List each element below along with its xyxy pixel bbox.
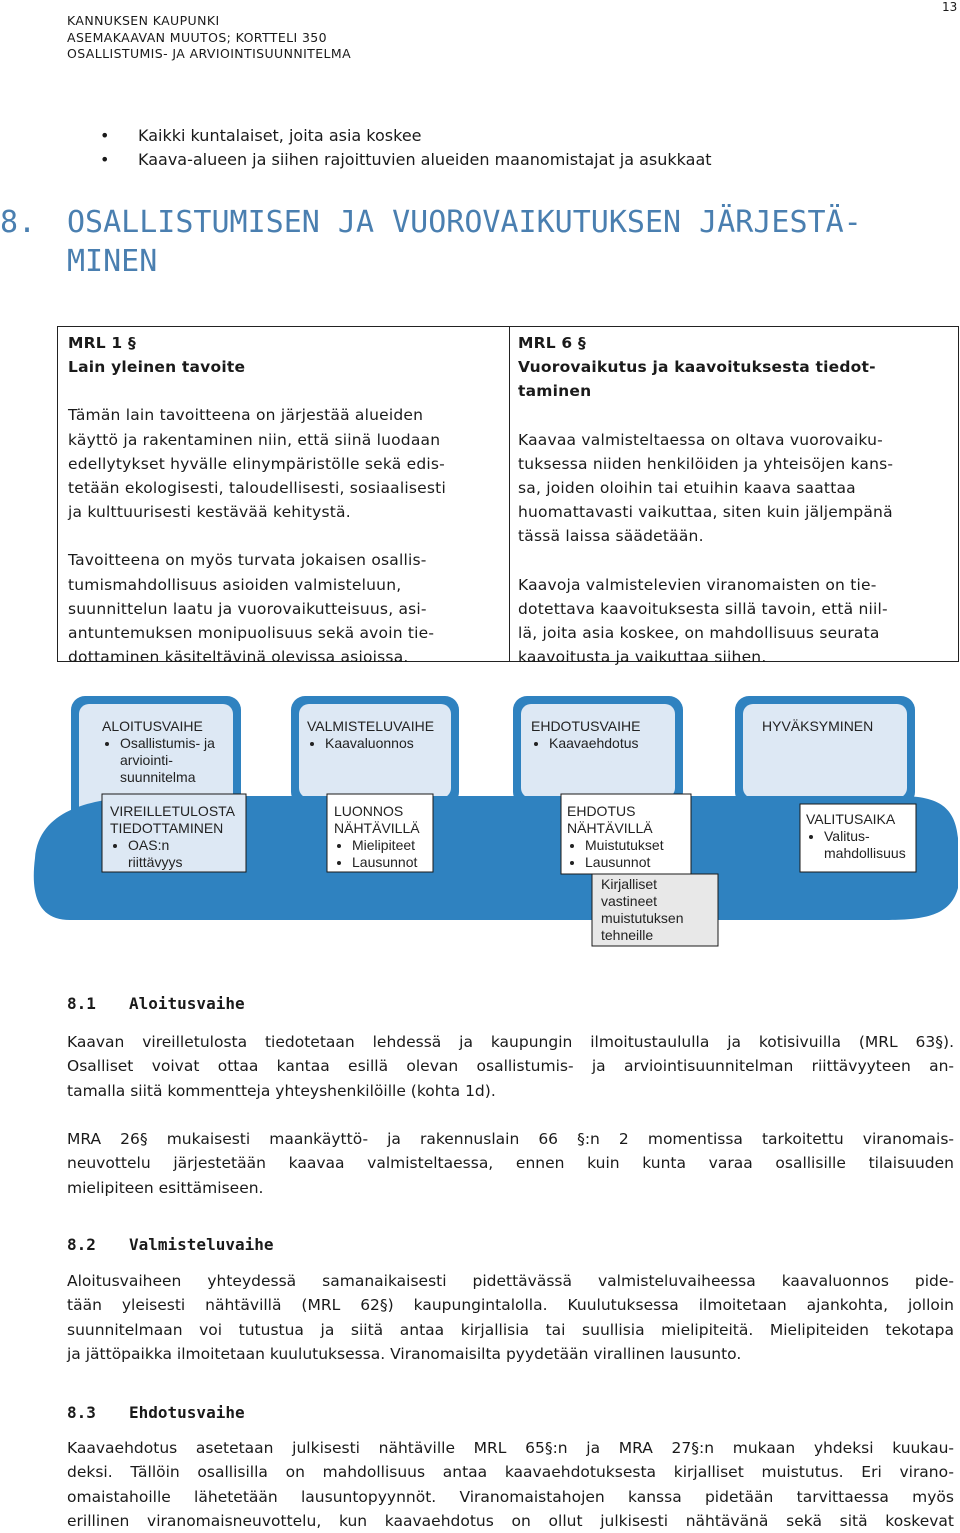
phase-title: EHDOTUSVAIHE <box>531 718 641 734</box>
section-8-3-para <box>67 1436 954 1533</box>
section-title-line2: MINEN <box>67 244 158 279</box>
sub-luonnos <box>334 803 420 871</box>
phase-valmistelu <box>307 718 434 752</box>
phase-item: • Kaavaehdotus <box>549 735 640 752</box>
sub-title: NÄHTÄVILLÄ <box>334 820 420 836</box>
section-title-line1: OSALLISTUMISEN JA VUOROVAIKUTUKSEN JÄRJESTÄ- <box>67 205 862 240</box>
section-8-2-para <box>67 1269 954 1366</box>
column-divider <box>509 327 510 661</box>
text-line: dotettava kaavoituksesta sillä tavoin, että niil- <box>518 599 888 618</box>
mrl6-subheading: Vuorovaikutus ja kaavoituksesta tiedot- <box>518 358 876 377</box>
sub-item: • Lausunnot <box>585 854 664 871</box>
text-line: suunnitelmaan voi tutustua ja siitä antaa kirjallisia tai suullisia mielipiteitä. Mielipiteiden tekotapa <box>67 1320 954 1339</box>
text-line: käyttö ja rakentaminen niin, että siinä luodaan <box>68 430 441 449</box>
text-line: antuntemuksen monipuolisuus sekä avoin tie- <box>68 624 435 643</box>
mrl6-subheading-cont: taminen <box>518 382 592 401</box>
page-number: 13 <box>942 0 958 14</box>
section-8-2-heading <box>67 1235 274 1254</box>
text-line: tään yleisesti nähtävillä (MRL 62§) kaupungintalolla. Kuulutuksessa ilmoitetaan ajankohta, jolloin <box>67 1296 954 1315</box>
sub-line: Kirjalliset <box>601 876 658 892</box>
section-8-1-para-1 <box>67 1030 954 1103</box>
phase-hyvaksyminen <box>762 718 873 735</box>
planning-process-diagram <box>0 688 960 954</box>
text-line: Kaavaa valmisteltaessa on oltava vuorovaiku- <box>518 430 883 449</box>
sub-ehdotus <box>567 803 664 871</box>
text-line: edellytykset hyvälle elinympäristölle sekä edis- <box>68 454 445 473</box>
phase-item: • Kaavaluonnos <box>325 735 434 752</box>
text-line: Tämän lain tavoitteena on järjestää alueiden <box>68 406 424 425</box>
section-title: Valmisteluvaihe <box>129 1235 274 1254</box>
phase-title: VALMISTELUVAIHE <box>307 718 435 734</box>
text-line: tetään ekologisesti, taloudellisesti, sosiaalisesti <box>68 479 446 498</box>
sub-title: NÄHTÄVILLÄ <box>567 820 653 836</box>
sub-valitusaika <box>806 811 904 862</box>
section-title: Ehdotusvaihe <box>129 1403 245 1422</box>
stakeholder-list <box>96 124 712 172</box>
text-line: ja jättöpaikka ilmoitetaan kuulutuksessa. Viranomaisilta pyydetään virallinen lausunto. <box>67 1344 742 1363</box>
section-8-1-heading <box>67 994 245 1013</box>
law-quote-box <box>57 326 959 667</box>
mrl1-column <box>68 331 446 669</box>
mrl1-heading: MRL 1 § <box>68 334 136 352</box>
sub-title: LUONNOS <box>334 803 404 819</box>
text-line: MRA 26§ mukaisesti maankäyttö- ja rakennuslain 66 §:n 2 momentissa tarkoitettu viranomais- <box>67 1130 954 1148</box>
text-line: omaistahoille lähetetään lausuntopyynnöt. Viranomaistahojen kanssa pidetään tarvittaessa myös <box>67 1487 954 1506</box>
header-city: KANNUKSEN KAUPUNKI <box>67 13 220 28</box>
list-item: • Kaava-alueen ja siihen rajoittuvien alueiden maanomistajat ja asukkaat <box>96 148 712 172</box>
sub-vastineet <box>601 876 683 944</box>
text-line: tumismahdollisuus asioiden valmisteluun, <box>68 575 402 594</box>
text-line: suunnittelun laatu ja vuorovaikutteisuus, asi- <box>68 599 427 618</box>
sub-item: • Muistutukset <box>585 837 664 854</box>
mrl1-subheading: Lain yleinen tavoite <box>68 358 246 377</box>
phase-item: • Osallistumis- ja arviointi-suunnitelma <box>120 735 240 786</box>
text-line: sa, joiden oloihin tai etuihin kaava saattaa <box>518 479 856 498</box>
text-line: tässä laissa säädetään. <box>518 527 704 546</box>
text-line: Kaavaehdotus asetetaan julkisesti nähtäville MRL 65§:n ja MRA 27§:n mukaan yhdeksi kuukau- <box>67 1439 954 1457</box>
text-line: tuksessa niiden henkilöiden ja yhteisöjen kans- <box>518 454 894 473</box>
text-line: lä, joita asia koskee, on mahdollisuus seurata <box>518 624 880 643</box>
section-number: 8.1 <box>67 994 96 1013</box>
section-title: Aloitusvaihe <box>129 994 245 1013</box>
sub-line: vastineet <box>601 893 658 909</box>
header-doc-title: OSALLISTUMIS- JA ARVIOINTISUUNNITELMA <box>67 46 352 61</box>
sub-line: tehneille <box>601 927 654 943</box>
text-line: neuvottelu järjestetään kaavaa valmisteltaessa, ennen kuin kunta varaa osallisille tilaisuuden <box>67 1154 954 1173</box>
text-line: huomattavasti vaikuttaa, siten kuin jäljempänä <box>518 503 893 522</box>
text-line: Kaavan vireilletulosta tiedotetaan lehdessä ja kaupungin ilmoitustaululla ja kotisivuilla (MRL 63§). <box>67 1033 954 1051</box>
text-line: tamalla siitä kommentteja yhteyshenkilöille (kohta 1d). <box>67 1081 496 1100</box>
sub-title: TIEDOTTAMINEN <box>110 820 224 836</box>
sub-line: muistutuksen <box>601 910 684 926</box>
list-item: • Kaikki kuntalaiset, joita asia koskee <box>96 124 712 148</box>
text-line: Kaavoja valmistelevien viranomaisten on tie- <box>518 575 877 594</box>
section-number: 8.2 <box>67 1235 96 1254</box>
phase-aloitus <box>102 718 240 786</box>
text-line: Osalliset voivat ottaa kantaa esillä olevan osallistumis- ja arviointisuunnitelman riittävyyteen an- <box>67 1057 954 1076</box>
mrl6-column <box>518 331 893 669</box>
text-line: kaavoitusta ja vaikuttaa siihen. <box>518 648 767 667</box>
sub-title: VIREILLETULOSTA <box>110 803 236 819</box>
document-header <box>67 13 351 63</box>
section-8-1-para-2 <box>67 1127 954 1200</box>
text-line: deksi. Tällöin osallisilla on mahdollisuus antaa kaavaehdotuksesta kirjalliset muistutus. Eri virano- <box>67 1463 954 1482</box>
sub-title: EHDOTUS <box>567 803 636 819</box>
text-line: ja kulttuurisesti kestävää kehitystä. <box>68 503 351 522</box>
text-line: Tavoitteena on myös turvata jokaisen osallis- <box>68 551 427 570</box>
text-line: dottaminen käsiteltävinä olevissa asioissa. <box>68 648 409 667</box>
section-8-3-heading <box>67 1403 245 1422</box>
text-line: erillinen viranomaisneuvottelu, kun kaavaehdotus on ollut julkisesti nähtävänä sekä sitä koskevat <box>67 1511 954 1530</box>
sub-item: • Mielipiteet <box>352 837 420 854</box>
sub-item: • Valitus-mahdollisuus <box>824 828 904 862</box>
sub-vireilletulo <box>110 803 235 871</box>
header-plan: ASEMAKAAVAN MUUTOS; KORTTELI 350 <box>67 29 328 45</box>
phase-title: HYVÄKSYMINEN <box>762 718 874 734</box>
section-number: 8. <box>0 205 37 240</box>
phase-title: ALOITUSVAIHE <box>102 718 203 734</box>
mrl6-heading: MRL 6 § <box>518 334 586 352</box>
sub-item: • OAS:n riittävyys <box>128 837 208 871</box>
sub-item: • Lausunnot <box>352 854 420 871</box>
phase-ehdotus <box>531 718 640 752</box>
text-line: Aloitusvaiheen yhteydessä samanaikaisesti pidettävässä valmisteluvaiheessa kaavaluonnos pide- <box>67 1272 954 1290</box>
sub-title: VALITUSAIKA <box>806 811 896 827</box>
section-number: 8.3 <box>67 1403 96 1422</box>
text-line: mielipiteen esittämiseen. <box>67 1178 264 1197</box>
